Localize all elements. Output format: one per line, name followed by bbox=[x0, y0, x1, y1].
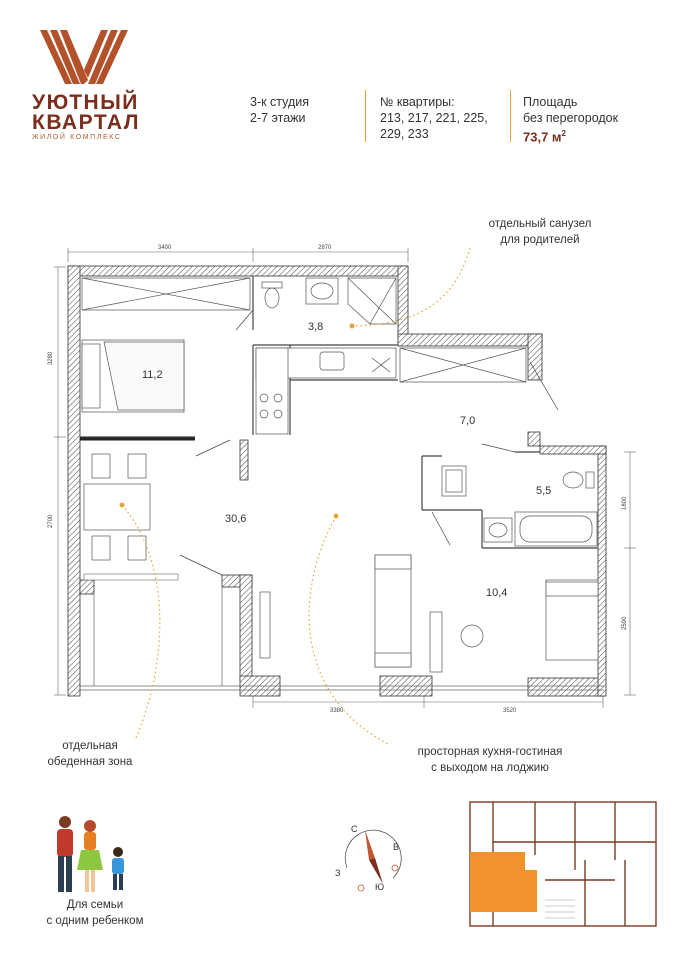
compass-south: Ю bbox=[375, 882, 385, 892]
dining-table bbox=[84, 454, 150, 560]
annotation-dining-line2: обеденная зона bbox=[47, 756, 133, 768]
apartment-numbers-line1: 213, 217, 221, 225, bbox=[380, 111, 488, 125]
compass-west: З bbox=[335, 868, 341, 878]
family-caption-line1: Для семьи bbox=[66, 899, 124, 911]
room-area-bedroom2: 10,4 bbox=[486, 587, 508, 599]
room-area-living: 30,6 bbox=[225, 513, 247, 525]
room-area-bath1: 3,8 bbox=[308, 321, 324, 333]
area-label-line1: Площадь bbox=[523, 95, 578, 109]
compass-icon bbox=[335, 818, 410, 896]
bed1 bbox=[82, 340, 184, 412]
key-plan bbox=[465, 800, 660, 930]
family-caption-line2: с одним ребенком bbox=[46, 915, 144, 927]
room-area-bath2: 5,5 bbox=[536, 485, 552, 497]
brand-subtitle: ЖИЛОЙ КОМПЛЕКС bbox=[32, 134, 122, 141]
annotation-bathroom-line1: отдельный санузел bbox=[488, 218, 592, 230]
bathroom2-fixtures bbox=[442, 466, 597, 546]
apartment-numbers-label: № квартиры: bbox=[380, 95, 455, 109]
area-value: 73,7 $м^2$ bbox=[523, 129, 566, 145]
annotation-kitchen-line2: с выходом на лоджию bbox=[431, 762, 549, 774]
apartment-numbers-line2: 229, 233 bbox=[380, 127, 429, 141]
annotation-dining-line1: отдельная bbox=[62, 740, 118, 752]
dim-top-right: 2870 bbox=[318, 245, 332, 251]
annotation-bathroom-line2: для родителей bbox=[500, 234, 580, 246]
bed2 bbox=[546, 580, 598, 660]
exterior-walls bbox=[68, 266, 606, 696]
compass-east: В bbox=[393, 842, 400, 852]
bathroom1-fixtures bbox=[262, 278, 396, 324]
annotation-dining bbox=[25, 738, 155, 770]
family-caption bbox=[30, 897, 160, 929]
brand-name-line1: УЮТНЫЙ bbox=[32, 91, 139, 114]
dim-bottom-right: 3520 bbox=[503, 708, 517, 714]
annotation-leaders bbox=[122, 248, 470, 745]
kitchen-counter bbox=[256, 348, 396, 434]
brand-name-line2: КВАРТАЛ bbox=[32, 111, 140, 134]
room-area-bedroom1: 11,2 bbox=[142, 369, 163, 381]
area-label-line2: без перегородок bbox=[523, 111, 619, 125]
dim-left-top: 3280 bbox=[48, 351, 54, 365]
annotation-kitchen-line1: просторная кухня-гостиная bbox=[417, 746, 563, 758]
compass-north: С bbox=[351, 824, 358, 834]
loggia-window bbox=[80, 587, 604, 690]
dim-right-top: 1800 bbox=[622, 496, 628, 510]
dim-top-left: 3400 bbox=[158, 245, 172, 251]
apartment-type-line1: 3-к студия bbox=[250, 95, 310, 109]
living-furniture bbox=[260, 555, 483, 672]
dim-left-bottom: 2700 bbox=[48, 514, 54, 528]
family-icon bbox=[45, 812, 135, 896]
dim-bottom-left: 3380 bbox=[330, 708, 344, 714]
apartment-type-line2: 2-7 этажи bbox=[250, 111, 306, 125]
room-area-hall: 7,0 bbox=[460, 415, 476, 427]
annotation-kitchen bbox=[385, 744, 595, 776]
dim-right-bottom: 2590 bbox=[622, 616, 628, 630]
annotation-bathroom bbox=[455, 216, 625, 248]
